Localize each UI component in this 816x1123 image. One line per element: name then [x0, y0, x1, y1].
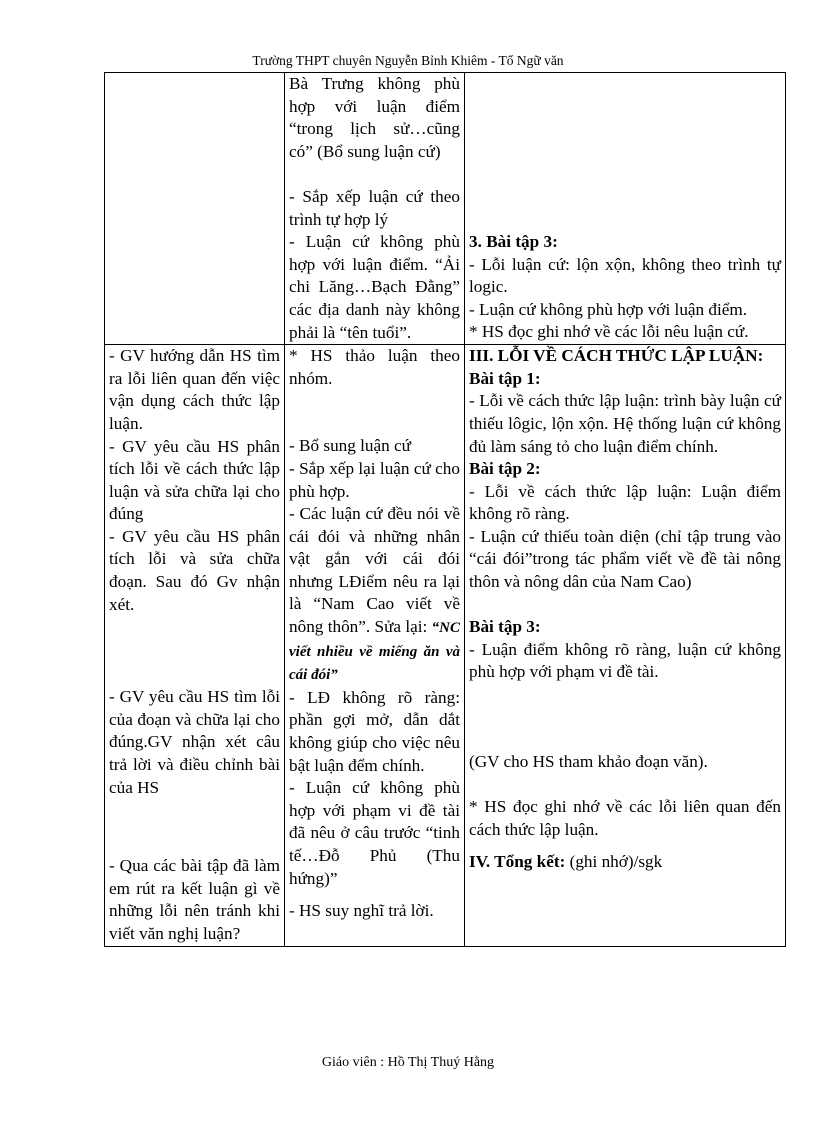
- cell-text: Bà Trưng không phù hợp với luận điểm “trong lịch sử…cũng có” (Bổ sung luận cứ): [289, 74, 460, 161]
- cell-text: - GV yêu cầu HS phân tích lỗi và sửa chữa đoạn. Sau đó Gv nhận xét.: [109, 526, 280, 614]
- cell-text: * HS thảo luận theo nhóm.: [289, 346, 460, 388]
- cell-text: - GV yêu cầu HS tìm lỗi của đoạn và chữa lại cho đúng.GV nhận xét câu trả lời và điều chỉnh bài của HS: [109, 687, 280, 797]
- section-title: III. LỖI VỀ CÁCH THỨC LẬP LUẬN:: [469, 346, 764, 366]
- cell-text: - Luận cứ không phù hợp với luận điểm. “Ải chi Lăng…Bạch Đằng” các địa danh này không phải là “tên tuổi”.: [289, 232, 460, 342]
- cell-text-main: - Các luận cứ đều nói về cái đói và những nhân vật gắn với cái đói nhưng LĐiểm nêu ra lại là “Nam Cao viết về nông thôn”. Sửa lại:: [289, 504, 460, 637]
- cell-text: - Lỗi về cách thức lập luận: Luận điểm không rõ ràng.: [469, 481, 781, 524]
- cell-text: - Sắp xếp lại luận cứ cho phù hợp.: [289, 458, 460, 501]
- table-row: [105, 73, 786, 345]
- row1-content-cell: [465, 73, 786, 345]
- row2-content-cell: [465, 345, 786, 946]
- exercise-title: Bài tập 1:: [469, 368, 541, 388]
- cell-text: - Luận cứ thiếu toàn diện (chỉ tập trung vào “cái đói”trong tác phẩm viết về đề tài nông thôn và nông dân của Nam Cao): [469, 526, 781, 592]
- summary-text: (ghi nhớ)/sgk: [565, 852, 663, 872]
- cell-text: - Luận cứ không phù hợp với phạm vi đề tài đã nêu ở câu trước “tinh tế…Đỗ Phủ (Thu hứng)”: [289, 778, 460, 888]
- cell-text: - Qua các bài tập đã làm em rút ra kết luận gì về những lỗi nên tránh khi viết văn nghị luận?: [109, 856, 280, 943]
- table-row: [105, 345, 786, 946]
- cell-text: - Sắp xếp luận cứ theo trình tự hợp lý: [289, 186, 460, 229]
- section-title: 3. Bài tập 3:: [469, 232, 558, 251]
- page-footer: Giáo viên : Hồ Thị Thuý Hằng: [321, 1055, 495, 1070]
- fix-text: “NC viết nhiều về miếng ăn và cái đói”: [289, 620, 460, 684]
- cell-text: * HS đọc ghi nhớ về các lỗi nêu luận cứ.: [469, 322, 749, 342]
- summary-title: IV. Tổng kết:: [469, 852, 566, 872]
- cell-text: - Luận điểm không rõ ràng, luận cứ không phù hợp với phạm vi đề tài.: [469, 639, 781, 682]
- lesson-table: [104, 72, 786, 947]
- cell-text: - Lỗi luận cứ: lộn xộn, không theo trình tự logic.: [469, 254, 781, 297]
- cell-text: * HS đọc ghi nhớ về các lỗi liên quan đến cách thức lập luận.: [469, 797, 781, 839]
- cell-text: - HS suy nghĩ trả lời.: [289, 901, 434, 921]
- row2-teacher-cell: [105, 345, 285, 946]
- cell-text: - GV hướng dẫn HS tìm ra lỗi liên quan đến việc vận dụng cách thức lập luận.: [109, 346, 280, 433]
- cell-text: - Lỗi về cách thức lập luận: trình bày luận cứ thiếu lôgic, lộn xộn. Hệ thống luận cứ không đủ làm sáng tỏ cho luận điểm chính.: [469, 391, 781, 456]
- row1-teacher-cell: [105, 73, 285, 345]
- row2-student-cell: [285, 345, 465, 946]
- exercise-title: Bài tập 3:: [469, 617, 541, 637]
- summary-line: [469, 851, 781, 874]
- page-header: Trường THPT chuyên Nguyễn Bỉnh Khiêm - Tổ Ngữ văn: [252, 53, 564, 68]
- cell-text: - Luận cứ không phù hợp với luận điểm.: [469, 299, 748, 319]
- cell-text: - LĐ không rõ ràng: phần gợi mở, dẫn dắt không giúp cho việc nêu bật luận đểm chính.: [289, 687, 460, 775]
- cell-text: (GV cho HS tham khảo đoạn văn).: [469, 752, 708, 772]
- cell-text: - GV yêu cầu HS phân tích lỗi về cách thức lập luận và sửa chữa lại cho đúng: [109, 436, 280, 524]
- cell-text: [289, 503, 460, 687]
- cell-text: - Bổ sung luận cứ: [289, 436, 411, 456]
- row1-student-cell: [285, 73, 465, 345]
- exercise-title: Bài tập 2:: [469, 459, 541, 479]
